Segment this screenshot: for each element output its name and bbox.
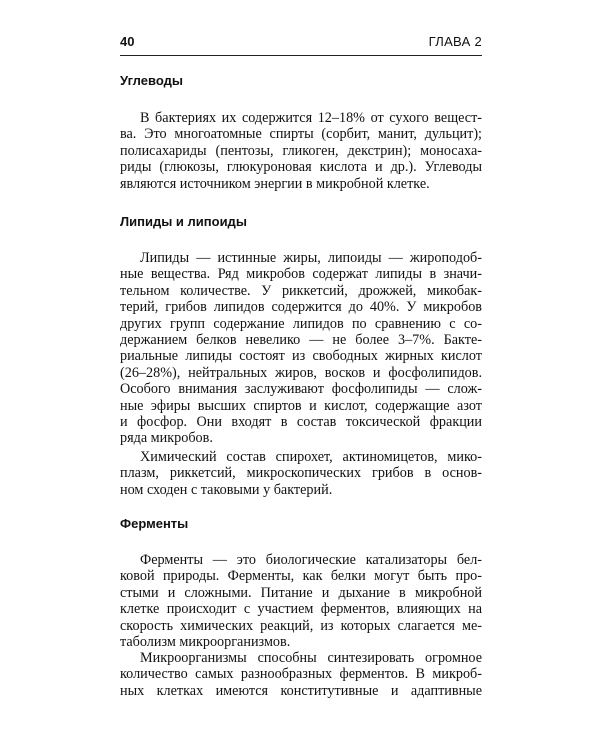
text-line: стыми и сложными. Питание и дыхание в микробной bbox=[120, 584, 482, 601]
text-line: плазм, риккетсий, микроскопических грибов в основ- bbox=[120, 465, 482, 482]
text-line: скорость химических реакций, из которых слагается ме- bbox=[120, 617, 482, 634]
section-heading-carbohydrates: Углеводы bbox=[120, 73, 183, 88]
text-line: риальные липиды состоят из свободных жирных кислот bbox=[120, 348, 482, 365]
section-heading-enzymes: Ферменты bbox=[120, 516, 189, 531]
text-line: тельном количестве. У риккетсий, дрожжей, микобак- bbox=[120, 282, 482, 299]
text-line: ные вещества. Ряд микробов содержат липиды в значи- bbox=[120, 266, 482, 283]
text-line: Микроорганизмы способны синтезировать огромное bbox=[140, 650, 482, 666]
text-line: других групп содержание липидов по сравнению с со- bbox=[120, 315, 482, 332]
text-line: ных клетках имеются конститутивные и адаптивные bbox=[120, 682, 482, 699]
text-line: В бактериях их содержится 12–18% от сухого вещест- bbox=[140, 110, 482, 126]
text-line: Ферменты — это биологические катализаторы бел- bbox=[140, 552, 482, 568]
page-number: 40 bbox=[120, 34, 135, 49]
text-line: ва. Это многоатомные спирты (сорбит, манит, дульцит); bbox=[120, 126, 482, 143]
text-line: клетке происходит с участием ферментов, влияющих на bbox=[120, 601, 482, 618]
text-line: полисахариды (пентозы, гликоген, декстрин); моносаха- bbox=[120, 142, 482, 159]
text-line: ковой природы. Ферменты, как белки могут быть про- bbox=[120, 568, 482, 585]
text-line: Химический состав спирохет, актиномицетов, мико- bbox=[140, 449, 482, 465]
paragraph-enzymes-1 bbox=[120, 552, 482, 650]
page-header bbox=[120, 34, 482, 52]
paragraph-carbohydrates bbox=[120, 110, 482, 192]
text-line: являются источником энергии в микробной клетке. bbox=[120, 175, 430, 192]
paragraph-lipids-2 bbox=[120, 449, 482, 498]
chapter-title: ГЛАВА 2 bbox=[428, 34, 482, 49]
section-heading-lipids: Липиды и липоиды bbox=[120, 214, 247, 229]
text-line: Липиды — истинные жиры, липоиды — жироподоб- bbox=[140, 250, 482, 266]
text-line: терий, грибов липидов содержится до 40%. У микробов bbox=[120, 299, 482, 316]
text-line: ряда микробов. bbox=[120, 430, 213, 447]
text-line: Особого внимания заслуживают фосфолипиды — слож- bbox=[120, 381, 482, 398]
text-line: ные эфиры высших спиртов и кислот, содержащие азот bbox=[120, 397, 482, 414]
text-line: ном сходен с таковыми у бактерий. bbox=[120, 481, 333, 498]
text-line: количество самых разнообразных ферментов. В микроб- bbox=[120, 666, 482, 683]
paragraph-enzymes-2 bbox=[120, 650, 482, 699]
paragraph-lipids-1 bbox=[120, 250, 482, 447]
text-line: риды (глюкозы, глюкуроновая кислота и др.). Углеводы bbox=[120, 159, 482, 176]
text-line: держанием белков невелико — не более 3–7%. Бакте- bbox=[120, 332, 482, 349]
text-line: (26–28%), нейтральных жиров, восков и фосфолипидов. bbox=[120, 364, 482, 381]
header-rule bbox=[120, 55, 482, 56]
text-line: и фосфор. Они входят в состав токсической фракции bbox=[120, 414, 482, 431]
text-line: таболизм микроорганизмов. bbox=[120, 634, 291, 651]
